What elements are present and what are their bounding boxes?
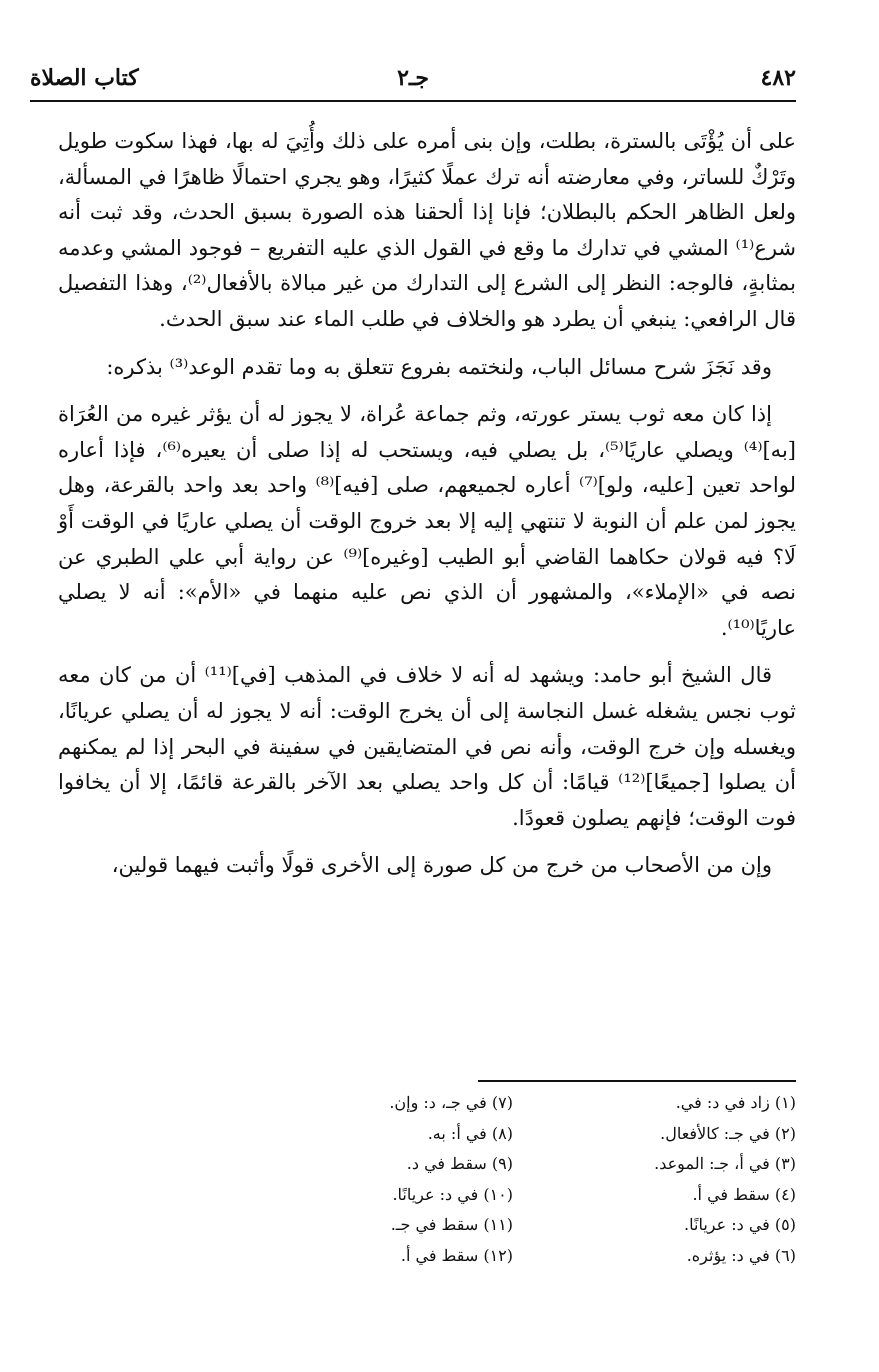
footnote: (٩) سقط في د. — [406, 1154, 513, 1173]
footnote-rule — [478, 1080, 796, 1082]
footnote: (٢) في جـ: كالأفعال. — [660, 1123, 796, 1143]
footnote-column-left — [230, 1088, 513, 1271]
footnote: (٥) في د: عريانًا. — [684, 1215, 796, 1234]
footnote: (١٢) سقط في أ. — [400, 1245, 513, 1265]
footnotes — [230, 1088, 796, 1271]
book-title: كتاب الصلاة — [30, 65, 139, 91]
footnote: (٣) في أ، جـ: الموعد. — [654, 1154, 796, 1173]
footnote: (١١) سقط في جـ. — [390, 1215, 513, 1234]
paragraph: إذا كان معه ثوب يستر عورته، وثم جماعة عُراة، لا يجوز له أن يؤثر غيره من العُرَاة [به]⁽⁴⁾ ويصلي عاريًا⁽⁵⁾، بل يصلي فيه، ويستحب له إذا صلى أن يعيره⁽⁶⁾، فإذا أعاره لواحد تعين [عليه، ولو]⁽⁷⁾ أعاره لجميعهم، صلى [فيه]⁽⁸⁾ واحد بعد واحد بالقرعة، وهل يجوز لمن علم أن النوبة لا تنتهي إليه إلا بعد خروج الوقت أن يصلي عاريًا في الوقت أَوْ لَا؟ فيه قولان حكاهما القاضي أبو الطيب [وغيره]⁽⁹⁾ عن رواية أبي علي الطبري عن نصه في «الإملاء»، والمشهور أن الذي نص عليه منهما في «الأم»: أنه لا يصلي عاريًا⁽¹⁰⁾. — [58, 402, 796, 640]
paragraph: وإن من الأصحاب من خرج من كل صورة إلى الأخرى قولًا وأثبت فيهما قولين، — [111, 853, 772, 878]
volume-label: جـ٢ — [397, 65, 429, 91]
paragraph: على أن يُؤْتَى بالسترة، بطلت، وإن بنى أمره على ذلك وأُتِيَ له بها، فهذا سكوت طويل وتَرْكٌ للساتر، وفي معارضته أنه ترك عملًا كثيرًا، وهو يجري احتمالًا ظاهرًا في المسألة، ولعل الظاهر الحكم بالبطلان؛ فإنا إذا ألحقنا هذه الصورة بسبق الحدث، وقد ثبت أنه شرع⁽¹⁾ المشي في تدارك ما وقع في القول الذي عليه التفريع – فوجود المشي وعدمه بمثابةٍ، فالوجه: النظر إلى الشرع إلى التدارك من غير مبالاة بالأفعال⁽²⁾، وهذا التفصيل قال الرافعي: ينبغي أن يطرد هو والخلاف في طلب الماء عند سبق الحدث. — [58, 129, 796, 331]
page-number: ٤٨٢ — [760, 65, 796, 91]
footnote: (٤) سقط في أ. — [692, 1184, 796, 1204]
header-rule — [30, 100, 796, 102]
running-header — [30, 58, 796, 98]
footnote: (٨) في أ: به. — [427, 1123, 513, 1143]
footnote: (٧) في جـ، د: وإن. — [389, 1093, 513, 1112]
footnote: (١٠) في د: عريانًا. — [392, 1184, 513, 1204]
paragraph: قال الشيخ أبو حامد: ويشهد له أنه لا خلاف في المذهب [في]⁽¹¹⁾ أن من كان معه ثوب نجس يشغله غسل النجاسة إلى أن يخرج الوقت: أنه لا يجوز له أن يصلي عريانًا، ويغسله وإن خرج الوقت، وأنه نص في المتضايقين في سفينة في البحر إذا لم يمكنهم أن يصلوا [جميعًا]⁽¹²⁾ قيامًا: أن كل واحد يصلي بعد الآخر بالقرعة قائمًا، إلا أن يخافوا فوت الوقت؛ فإنهم يصلون قعودًا. — [58, 663, 796, 830]
main-text — [58, 124, 796, 896]
footnote: (١) زاد في د: في. — [675, 1093, 796, 1112]
footnote: (٦) في د: يؤثره. — [686, 1245, 796, 1265]
footnote-column-right — [513, 1088, 796, 1271]
paragraph: وقد نَجَزَ شرح مسائل الباب، ولنختمه بفروع تتعلق به وما تقدم الوعد⁽³⁾ بذكره: — [106, 354, 772, 379]
